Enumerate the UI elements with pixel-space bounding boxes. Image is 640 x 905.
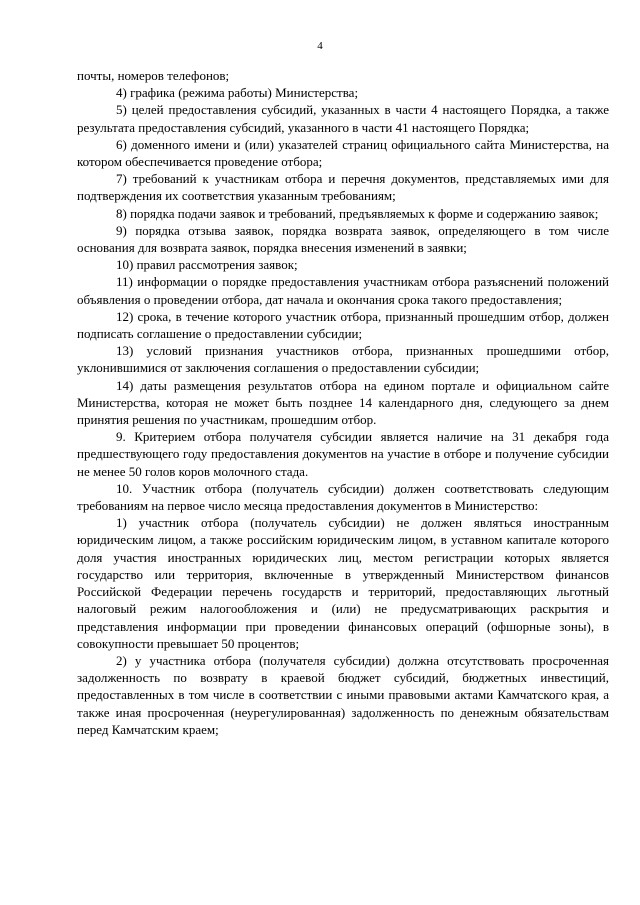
list-item-10: 10) правил рассмотрения заявок;: [116, 257, 298, 273]
document-body: [77, 67, 609, 738]
paragraph-continuation: почты, номеров телефонов;: [77, 68, 230, 83]
list-item-11: 11) информации о порядке предоставления участникам отбора разъяснений положений объявления о проведении отбора, дат начала и окончания срока такого предоставления;: [77, 274, 609, 307]
requirement-item-1: 1) участник отбора (получатель субсидии) не должен являться иностранным юридическим лицом, а также российским юридическим лицом, в уставном капитале которого доля участия иностранных юридических лиц, местом регистрации которых является государство или территория, включенные в утвержденный Министерством финансов Российской Федерации перечень государств и территорий, предоставляющих льготный налоговый режим налогообложения и (или) не предусматривающих раскрытия и представления информации при проведении финансовых операций (офшорные зоны), в совокупности превышает 50 процентов;: [77, 515, 609, 651]
list-item-12: 12) срока, в течение которого участник отбора, признанный прошедшим отбор, должен подписать соглашение о предоставлении субсидии;: [77, 308, 609, 342]
requirement-item-2: 2) у участника отбора (получателя субсидии) должна отсутствовать просроченная задолженность по возврату в краевой бюджет субсидий, бюджетных инвестиций, предоставленных в том числе в соответствии с иными правовыми актами Камчатского края, а также иная просроченная (неурегулированная) задолженность по денежным обязательствам перед Камчатским краем;: [77, 652, 609, 737]
list-item-6: 6) доменного имени и (или) указателей страниц официального сайта Министерства, на котором обеспечивается проведение отбора;: [77, 136, 609, 170]
section-9-paragraph: 9. Критерием отбора получателя субсидии является наличие на 31 декабря года предшествующего году предоставления документов на участие в отборе и получение субсидии не менее 50 голов коров молочного стада.: [77, 429, 609, 479]
list-item-13: 13) условий признания участников отбора, признанных прошедшими отбор, уклонившимися от заключения соглашения о предоставлении субсидии;: [77, 343, 609, 376]
list-item-7: 7) требований к участникам отбора и перечня документов, представляемых ими для подтверждения их соответствия указанным требованиям;: [77, 171, 609, 204]
list-item-9: 9) порядка отзыва заявок, порядка возврата заявок, определяющего в том числе основания для возврата заявок, порядка внесения изменений в заявки;: [77, 222, 609, 256]
list-item-5: 5) целей предоставления субсидий, указанных в части 4 настоящего Порядка, а также результата предоставления субсидий, указанного в части 41 настоящего Порядка;: [77, 102, 609, 135]
page-number: 4: [317, 40, 323, 52]
list-item-8: 8) порядка подачи заявок и требований, предъявляемых к форме и содержанию заявок;: [116, 205, 599, 221]
list-item-14: 14) даты размещения результатов отбора на едином портале и официальном сайте Министерства, которая не может быть позднее 14 календарного дня, следующего за днем принятия решения по участникам, прошедшим отбор.: [77, 377, 609, 428]
section-10-paragraph: 10. Участник отбора (получатель субсидии) должен соответствовать следующим требованиям на первое число месяца предоставления документов в Министерство:: [77, 480, 609, 514]
list-item-4: 4) графика (режима работы) Министерства;: [116, 85, 359, 101]
